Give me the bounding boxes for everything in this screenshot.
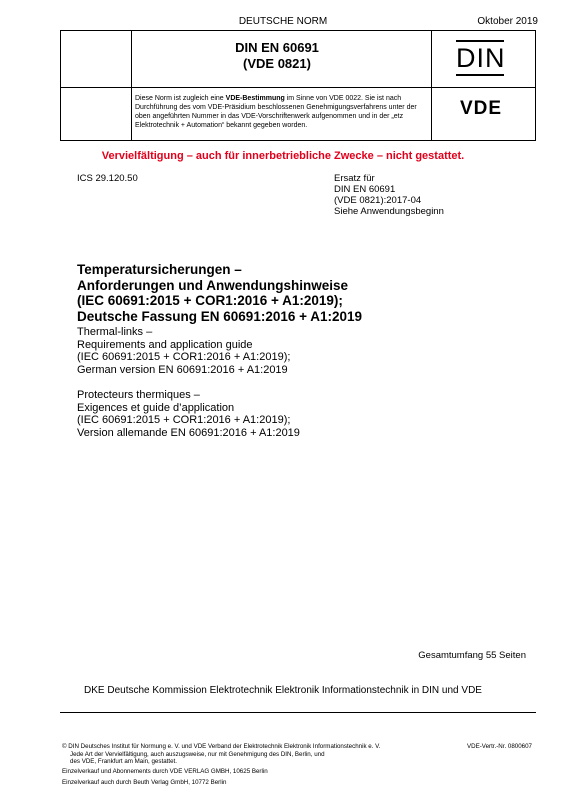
french-title-line4: Version allemande EN 60691:2016 + A1:2019 [77,426,300,439]
english-title-line1: Thermal-links – [77,326,153,338]
french-title-line3: (IEC 60691:2015 + COR1:2016 + A1:2019); [77,414,291,426]
copy-warning: Vervielfältigung – auch für innerbetriebliche Zwecke – nicht gestattet. [101,150,465,162]
vde-number: (VDE 0821) [243,56,311,71]
english-title-line4: German version EN 60691:2016 + A1:2019 [77,363,288,376]
copyright-line1: © DIN Deutsches Institut für Normung e. V. und VDE Verband der Elektrotechnik Elektronik Informationstechnik e. V. [62,743,381,750]
title-block [60,30,536,141]
din-logo-top-bar [456,40,504,42]
title-block-middle-rule [61,87,535,88]
vde-note-post: im Sinne von VDE 0022. Sie ist nach Durchführung des vom VDE-Präsidium beschlossenen Genehmigungsverfahrens unter der oben angeführten Nummer in das VDE-Vorschriftenwerk aufgenommen und in der „etz Elektrotechnik + Automation“ bekannt gegeben worden. [135,95,417,129]
title-block-right-divider [431,30,432,140]
french-title-line2: Exigences et guide d’application [77,401,235,414]
copyright-line2: Jede Art der Vervielfältigung, auch auszugsweise, nur mit Genehmigung des DIN, Berlin, und [70,750,325,758]
replacement-info [334,173,444,217]
english-title-line3: (IEC 60691:2015 + COR1:2016 + A1:2019); [77,351,291,363]
replacement-line1: Ersatz für [334,173,375,184]
german-title-line3: (IEC 60691:2015 + COR1:2016 + A1:2019); [77,293,343,308]
german-title [77,262,362,324]
sales-beuth: Einzelverkauf auch durch Beuth Verlag GmbH, 10772 Berlin [62,779,227,786]
footer-rule [60,712,536,713]
order-number: VDE-Vertr.-Nr. 0800607 [467,743,532,750]
copyright-line3: des VDE, Frankfurt am Main, gestattet. [70,758,177,766]
replacement-line4: Siehe Anwendungsbeginn [334,206,444,217]
vde-note-bold: VDE-Bestimmung [225,95,285,102]
ics-code: ICS 29.120.50 [77,173,138,184]
german-title-line4: Deutsche Fassung EN 60691:2016 + A1:2019 [77,308,363,324]
din-logo-bottom-bar [456,74,504,76]
french-title-line1: Protecteurs thermiques – [77,389,200,401]
french-title [77,389,300,439]
german-title-line2: Anforderungen und Anwendungshinweise [77,277,348,293]
dke-line: DKE Deutsche Kommission Elektrotechnik Elektronik Informationstechnik in DIN und VDE [84,685,482,696]
vde-note [135,94,419,130]
total-pages: Gesamtumfang 55 Seiten [418,650,526,661]
sales-vde: Einzelverkauf und Abonnements durch VDE VERLAG GMBH, 10625 Berlin [62,768,268,775]
standard-number: DIN EN 60691 [235,40,319,55]
copyright-notice [62,743,402,766]
standard-type: DEUTSCHE NORM [238,16,328,27]
din-logo [456,40,504,76]
english-title-line2: Requirements and application guide [77,338,253,351]
german-title-line1: Temperatursicherungen – [77,262,242,277]
replacement-line3: (VDE 0821):2017-04 [334,195,422,206]
publication-date: Oktober 2019 [477,16,538,27]
din-logo-text: DIN [456,43,506,73]
replacement-line2: DIN EN 60691 [334,184,396,195]
vde-note-pre: Diese Norm ist zugleich eine [135,95,226,102]
english-title [77,326,290,376]
vde-logo: VDE [459,98,503,119]
